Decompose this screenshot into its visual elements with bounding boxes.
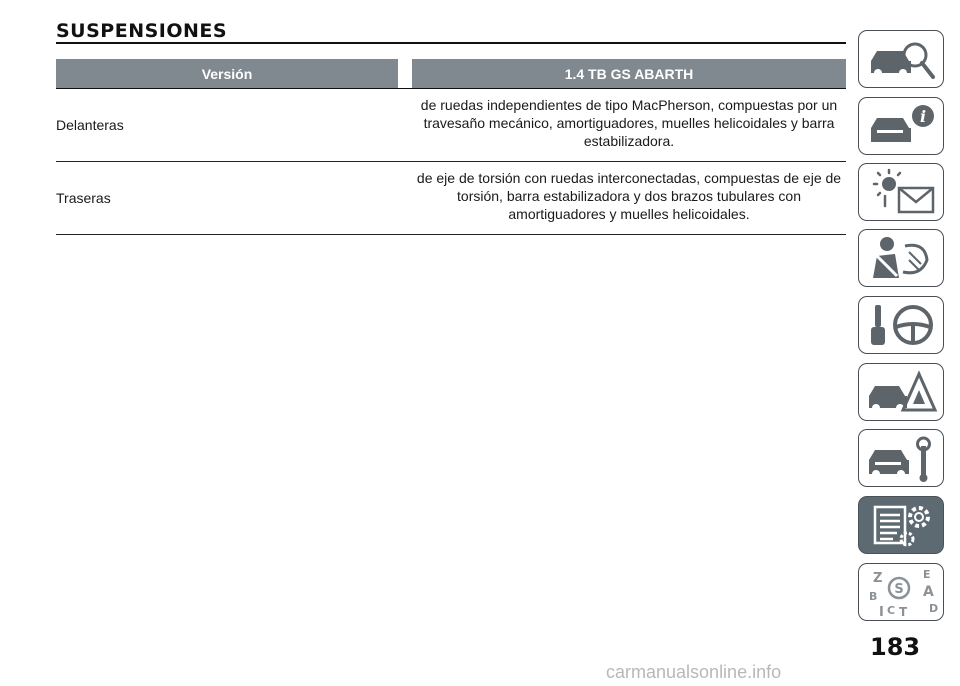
svg-text:B: B (869, 590, 878, 603)
warning-light-envelope-icon (863, 166, 939, 218)
row-value-rear: de eje de torsión con ruedas interconectadas, compuestas de eje de torsión, barra estabilizadora y dos brazos tubulares con amortiguadores y muelles helicoidales. (416, 170, 842, 222)
svg-text:Z: Z (873, 571, 883, 586)
car-wrench-icon (863, 432, 939, 484)
table-row (56, 162, 846, 235)
tab-car-info[interactable] (858, 97, 944, 155)
svg-text:C: C (887, 604, 896, 617)
page-number: 183 (870, 633, 921, 661)
spec-table (56, 59, 846, 235)
svg-text:D: D (929, 602, 939, 615)
tab-safety[interactable] (858, 229, 944, 287)
watermark: carmanualsonline.info (606, 662, 782, 682)
svg-text:S: S (894, 582, 904, 597)
row-label-front: Delanteras (56, 117, 124, 133)
tab-car-search[interactable] (858, 30, 944, 88)
seatbelt-airbag-icon (863, 232, 939, 284)
svg-text:i: i (919, 107, 927, 126)
row-label-rear: Traseras (56, 190, 111, 206)
svg-text:T: T (899, 605, 908, 618)
alphabet-index-icon (863, 566, 939, 618)
key-steering-wheel-icon (863, 299, 939, 351)
section-title: SUSPENSIONES (56, 20, 228, 42)
row-value-front: de ruedas independientes de tipo MacPherson, compuestas por un travesaño mecánico, amortiguadores, muelles helicoidales y barra estabilizadora. (420, 97, 838, 149)
tab-index[interactable] (858, 563, 944, 621)
header-model: 1.4 TB GS ABARTH (412, 59, 846, 88)
car-emergency-icon (863, 366, 939, 418)
table-row (56, 89, 846, 162)
svg-text:E: E (923, 568, 931, 581)
tab-emergency[interactable] (858, 363, 944, 421)
svg-text:A: A (923, 584, 934, 600)
tab-starting-driving[interactable] (858, 296, 944, 354)
tab-warning-lights[interactable] (858, 163, 944, 221)
car-search-icon (863, 33, 939, 85)
svg-text:I: I (879, 605, 884, 618)
header-version: Versión (56, 59, 398, 88)
tab-technical-specs[interactable] (858, 496, 944, 554)
specs-gears-icon (863, 499, 939, 551)
tab-maintenance[interactable] (858, 429, 944, 487)
title-rule (56, 42, 846, 44)
car-info-icon (863, 100, 939, 152)
table-header-row (56, 59, 846, 89)
